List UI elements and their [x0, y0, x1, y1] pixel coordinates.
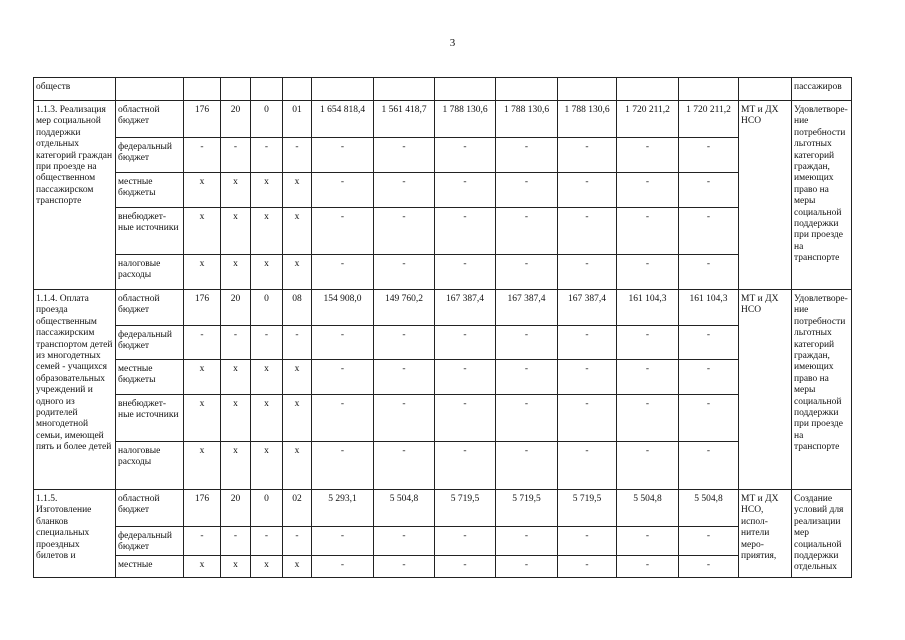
amount-value: -: [558, 442, 617, 490]
budget-code: -: [184, 527, 221, 556]
budget-code: -: [221, 527, 251, 556]
budget-code: 176: [184, 290, 221, 326]
amount-value: -: [496, 442, 558, 490]
amount-value: 5 504,8: [374, 490, 435, 527]
amount-value: -: [374, 360, 435, 395]
amount-value: -: [312, 173, 374, 208]
budget-code: х: [283, 442, 312, 490]
budget-code: 0: [251, 290, 283, 326]
amount-value: -: [374, 173, 435, 208]
amount-value: -: [312, 442, 374, 490]
expected-result: Удовлетворе-ние потребности льготных категорий граждан, имеющих право на меры социальной поддержки при проезде на транспорте: [792, 101, 852, 290]
budget-code: -: [184, 326, 221, 360]
page-number: 3: [449, 37, 456, 49]
empty-cell: [184, 78, 221, 101]
budget-code: 01: [283, 101, 312, 138]
budget-code: х: [283, 395, 312, 442]
amount-value: 167 387,4: [435, 290, 496, 326]
budget-code: 20: [221, 490, 251, 527]
funding-source: внебюджет-ные источники: [116, 395, 184, 442]
executor: МТ и ДХ НСО: [739, 101, 792, 290]
empty-cell: [496, 78, 558, 101]
table-row: [34, 442, 852, 490]
budget-code: х: [221, 208, 251, 255]
table-row: [34, 326, 852, 360]
amount-value: -: [435, 556, 496, 578]
amount-value: -: [435, 395, 496, 442]
table-row: [34, 290, 852, 326]
amount-value: 5 293,1: [312, 490, 374, 527]
budget-code: х: [251, 208, 283, 255]
amount-value: 161 104,3: [679, 290, 739, 326]
empty-cell: [679, 78, 739, 101]
funding-source: федеральный бюджет: [116, 527, 184, 556]
amount-value: -: [496, 326, 558, 360]
amount-value: 1 654 818,4: [312, 101, 374, 138]
budget-code: -: [251, 527, 283, 556]
amount-value: -: [617, 556, 679, 578]
amount-value: -: [496, 138, 558, 173]
budget-code: 20: [221, 101, 251, 138]
budget-code: -: [221, 326, 251, 360]
funding-source: федеральный бюджет: [116, 326, 184, 360]
amount-value: -: [496, 173, 558, 208]
budget-code: -: [283, 138, 312, 173]
expected-result: Удовлетворе-ние потребности льготных категорий граждан, имеющих право на меры социальной поддержки при проезде на транспорте: [792, 290, 852, 490]
budget-code: 02: [283, 490, 312, 527]
amount-value: -: [435, 255, 496, 290]
empty-cell: [116, 78, 184, 101]
amount-value: 161 104,3: [617, 290, 679, 326]
amount-value: -: [558, 138, 617, 173]
amount-value: -: [435, 527, 496, 556]
executor: МТ и ДХ НСО, испол-нители меро-приятия,: [739, 490, 792, 578]
amount-value: -: [558, 255, 617, 290]
funding-source: внебюджет-ные источники: [116, 208, 184, 255]
amount-value: -: [435, 173, 496, 208]
amount-value: -: [374, 527, 435, 556]
empty-cell: [251, 78, 283, 101]
funding-source: налоговые расходы: [116, 255, 184, 290]
expected-result: Создание условий для реализации мер социальной поддержки отдельных: [792, 490, 852, 578]
empty-cell: [617, 78, 679, 101]
amount-value: -: [374, 255, 435, 290]
amount-value: -: [312, 138, 374, 173]
table-row: [34, 255, 852, 290]
empty-cell: [374, 78, 435, 101]
amount-value: -: [679, 138, 739, 173]
budget-code: -: [251, 326, 283, 360]
budget-code: х: [184, 442, 221, 490]
funding-source: федеральный бюджет: [116, 138, 184, 173]
funding-source: областной бюджет: [116, 290, 184, 326]
funding-source: налоговые расходы: [116, 442, 184, 490]
amount-value: -: [374, 326, 435, 360]
amount-value: 5 719,5: [435, 490, 496, 527]
budget-code: х: [251, 173, 283, 208]
table-row: [34, 527, 852, 556]
amount-value: -: [496, 360, 558, 395]
amount-value: 1 561 418,7: [374, 101, 435, 138]
budget-code: 20: [221, 290, 251, 326]
budget-code: -: [184, 138, 221, 173]
amount-value: 1 720 211,2: [679, 101, 739, 138]
amount-value: -: [496, 395, 558, 442]
amount-value: 1 788 130,6: [558, 101, 617, 138]
budget-code: 176: [184, 490, 221, 527]
amount-value: -: [679, 173, 739, 208]
budget-code: х: [251, 442, 283, 490]
amount-value: 1 788 130,6: [435, 101, 496, 138]
continuation-row: [34, 78, 852, 101]
table-row: [34, 173, 852, 208]
amount-value: -: [679, 442, 739, 490]
amount-value: -: [679, 255, 739, 290]
budget-code: -: [251, 138, 283, 173]
amount-value: -: [558, 395, 617, 442]
amount-value: -: [374, 442, 435, 490]
amount-value: 154 908,0: [312, 290, 374, 326]
budget-code: х: [221, 360, 251, 395]
funding-source: местные: [116, 556, 184, 578]
budget-code: 0: [251, 490, 283, 527]
amount-value: -: [617, 173, 679, 208]
budget-code: х: [283, 173, 312, 208]
amount-value: -: [679, 360, 739, 395]
activity-name: 1.1.4. Оплата проезда общественным пассажирским транспортом детей из многодетных семей - учащихся образовательных учреждений и одного из родителей многодетной семьи, имеющей пять и более детей: [34, 290, 116, 490]
table-row: [34, 208, 852, 255]
amount-value: -: [558, 173, 617, 208]
amount-value: -: [312, 255, 374, 290]
budget-code: -: [283, 326, 312, 360]
amount-value: -: [312, 208, 374, 255]
amount-value: -: [312, 360, 374, 395]
table-row: [34, 556, 852, 578]
budget-code: х: [184, 556, 221, 578]
amount-value: -: [435, 138, 496, 173]
budget-code: 08: [283, 290, 312, 326]
amount-value: 5 719,5: [496, 490, 558, 527]
table-row: [34, 101, 852, 138]
empty-cell: [739, 78, 792, 101]
budget-code: х: [221, 442, 251, 490]
amount-value: 1 788 130,6: [496, 101, 558, 138]
amount-value: -: [435, 442, 496, 490]
amount-value: -: [496, 556, 558, 578]
amount-value: -: [312, 527, 374, 556]
funding-source: местные бюджеты: [116, 173, 184, 208]
amount-value: -: [679, 208, 739, 255]
amount-value: -: [679, 326, 739, 360]
amount-value: -: [496, 255, 558, 290]
budget-code: х: [283, 556, 312, 578]
budget-code: х: [221, 255, 251, 290]
budget-table: [33, 77, 852, 578]
budget-code: 0: [251, 101, 283, 138]
activity-name: 1.1.3. Реализация мер социальной поддержки отдельных категорий граждан при проезде на общественном пассажирском транспорте: [34, 101, 116, 290]
amount-value: -: [617, 255, 679, 290]
table-row: [34, 490, 852, 527]
amount-value: -: [679, 556, 739, 578]
continued-goal: пассажиров: [792, 78, 852, 101]
amount-value: -: [374, 138, 435, 173]
amount-value: 167 387,4: [558, 290, 617, 326]
budget-code: х: [221, 556, 251, 578]
table-row: [34, 395, 852, 442]
amount-value: 5 504,8: [617, 490, 679, 527]
amount-value: -: [617, 442, 679, 490]
budget-code: -: [283, 527, 312, 556]
budget-code: х: [184, 255, 221, 290]
budget-code: х: [283, 360, 312, 395]
amount-value: -: [496, 527, 558, 556]
table-row: [34, 360, 852, 395]
amount-value: -: [435, 326, 496, 360]
executor: МТ и ДХ НСО: [739, 290, 792, 490]
funding-source: областной бюджет: [116, 490, 184, 527]
amount-value: -: [374, 208, 435, 255]
budget-code: х: [251, 255, 283, 290]
budget-code: х: [184, 173, 221, 208]
amount-value: -: [496, 208, 558, 255]
funding-source: областной бюджет: [116, 101, 184, 138]
empty-cell: [435, 78, 496, 101]
budget-code: -: [221, 138, 251, 173]
empty-cell: [312, 78, 374, 101]
amount-value: -: [617, 138, 679, 173]
budget-code: х: [283, 208, 312, 255]
empty-cell: [283, 78, 312, 101]
amount-value: -: [558, 208, 617, 255]
continued-item-name: обществ: [34, 78, 116, 101]
amount-value: 1 720 211,2: [617, 101, 679, 138]
amount-value: 149 760,2: [374, 290, 435, 326]
amount-value: -: [617, 208, 679, 255]
amount-value: -: [435, 208, 496, 255]
budget-code: х: [251, 395, 283, 442]
budget-code: х: [283, 255, 312, 290]
amount-value: 5 719,5: [558, 490, 617, 527]
amount-value: -: [374, 395, 435, 442]
budget-code: 176: [184, 101, 221, 138]
budget-code: х: [184, 208, 221, 255]
amount-value: -: [558, 556, 617, 578]
table-row: [34, 138, 852, 173]
amount-value: -: [617, 395, 679, 442]
budget-code: х: [221, 395, 251, 442]
amount-value: -: [312, 395, 374, 442]
empty-cell: [558, 78, 617, 101]
budget-code: х: [251, 556, 283, 578]
amount-value: -: [435, 360, 496, 395]
amount-value: -: [617, 360, 679, 395]
budget-code: х: [251, 360, 283, 395]
amount-value: 5 504,8: [679, 490, 739, 527]
amount-value: -: [558, 527, 617, 556]
amount-value: -: [617, 326, 679, 360]
activity-name: 1.1.5. Изготовление бланков специальных проездных билетов и: [34, 490, 116, 578]
amount-value: -: [679, 527, 739, 556]
amount-value: -: [374, 556, 435, 578]
amount-value: -: [312, 556, 374, 578]
budget-code: х: [184, 360, 221, 395]
budget-code: х: [221, 173, 251, 208]
amount-value: 167 387,4: [496, 290, 558, 326]
amount-value: -: [312, 326, 374, 360]
funding-source: местные бюджеты: [116, 360, 184, 395]
amount-value: -: [679, 395, 739, 442]
amount-value: -: [617, 527, 679, 556]
amount-value: -: [558, 360, 617, 395]
amount-value: -: [558, 326, 617, 360]
empty-cell: [221, 78, 251, 101]
budget-code: х: [184, 395, 221, 442]
